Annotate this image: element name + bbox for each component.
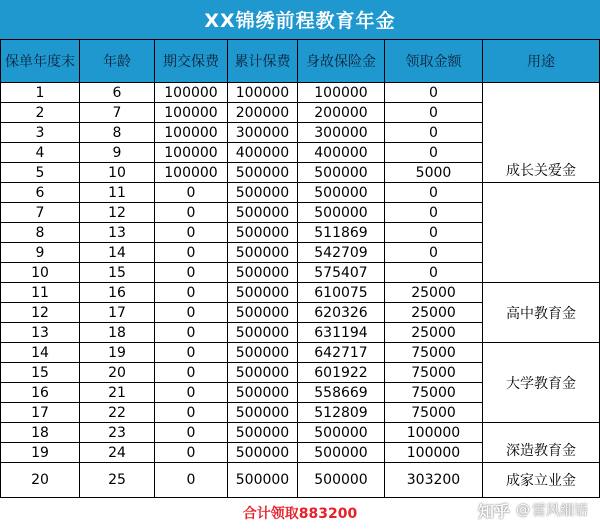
cell-death-benefit: 300000 — [298, 123, 385, 143]
cell-payout-amount: 0 — [385, 243, 483, 263]
cell-cumulative-premium: 500000 — [228, 443, 298, 463]
cell-policy-year: 7 — [1, 203, 80, 223]
col-header-cumulative-premium: 累计保费 — [228, 40, 298, 83]
cell-death-benefit: 558669 — [298, 383, 385, 403]
table-row — [1, 283, 600, 303]
cell-age: 18 — [80, 323, 155, 343]
cell-policy-year: 12 — [1, 303, 80, 323]
cell-death-benefit: 400000 — [298, 143, 385, 163]
cell-payout-amount: 75000 — [385, 343, 483, 363]
cell-age: 10 — [80, 163, 155, 183]
cell-death-benefit: 500000 — [298, 423, 385, 443]
cell-cumulative-premium: 500000 — [228, 403, 298, 423]
col-header-annual-premium: 期交保费 — [155, 40, 228, 83]
cell-policy-year: 19 — [1, 443, 80, 463]
cell-age: 23 — [80, 423, 155, 443]
cell-policy-year: 13 — [1, 323, 80, 343]
cell-payout-amount: 25000 — [385, 323, 483, 343]
cell-policy-year: 15 — [1, 363, 80, 383]
cell-payout-amount: 0 — [385, 203, 483, 223]
cell-annual-premium: 0 — [155, 463, 228, 498]
cell-annual-premium: 0 — [155, 283, 228, 303]
col-header-death-benefit: 身故保险金 — [298, 40, 385, 83]
table-row — [1, 423, 600, 443]
col-header-payout-amount: 领取金额 — [385, 40, 483, 83]
zhihu-logo: 知乎 — [477, 501, 510, 521]
watermark-author: 雷风细语 — [532, 503, 588, 519]
cell-death-benefit: 500000 — [298, 443, 385, 463]
cell-payout-amount: 0 — [385, 143, 483, 163]
cell-cumulative-premium: 500000 — [228, 363, 298, 383]
cell-annual-premium: 0 — [155, 343, 228, 363]
cell-age: 8 — [80, 123, 155, 143]
cell-payout-amount: 5000 — [385, 163, 483, 183]
table-row — [1, 83, 600, 103]
cell-payout-amount: 0 — [385, 123, 483, 143]
cell-policy-year: 1 — [1, 83, 80, 103]
cell-death-benefit: 500000 — [298, 463, 385, 498]
cell-age: 22 — [80, 403, 155, 423]
cell-cumulative-premium: 500000 — [228, 163, 298, 183]
cell-age: 19 — [80, 343, 155, 363]
cell-policy-year: 3 — [1, 123, 80, 143]
purpose-further-study — [483, 423, 600, 463]
cell-annual-premium: 0 — [155, 303, 228, 323]
cell-cumulative-premium: 500000 — [228, 323, 298, 343]
cell-payout-amount: 0 — [385, 103, 483, 123]
col-header-age: 年龄 — [80, 40, 155, 83]
table-header-row — [1, 40, 600, 83]
cell-annual-premium: 0 — [155, 443, 228, 463]
cell-payout-amount: 100000 — [385, 423, 483, 443]
cell-annual-premium: 0 — [155, 243, 228, 263]
cell-annual-premium: 0 — [155, 203, 228, 223]
cell-cumulative-premium: 500000 — [228, 463, 298, 498]
cell-annual-premium: 100000 — [155, 163, 228, 183]
cell-payout-amount: 303200 — [385, 463, 483, 498]
cell-cumulative-premium: 500000 — [228, 243, 298, 263]
col-header-purpose: 用途 — [483, 40, 600, 83]
cell-cumulative-premium: 500000 — [228, 223, 298, 243]
cell-death-benefit: 575407 — [298, 263, 385, 283]
cell-annual-premium: 0 — [155, 263, 228, 283]
cell-age: 20 — [80, 363, 155, 383]
cell-cumulative-premium: 500000 — [228, 283, 298, 303]
cell-annual-premium: 100000 — [155, 103, 228, 123]
cell-age: 25 — [80, 463, 155, 498]
cell-payout-amount: 0 — [385, 183, 483, 203]
cell-age: 11 — [80, 183, 155, 203]
purpose-growth-care — [483, 83, 600, 183]
cell-annual-premium: 0 — [155, 323, 228, 343]
purpose-label: 成家立业金 — [506, 473, 576, 489]
cell-policy-year: 5 — [1, 163, 80, 183]
purpose-label: 深造教育金 — [506, 443, 576, 459]
cell-cumulative-premium: 500000 — [228, 263, 298, 283]
cell-age: 21 — [80, 383, 155, 403]
purpose-label: 成长关爱金 — [506, 163, 576, 179]
cell-policy-year: 11 — [1, 283, 80, 303]
cell-death-benefit: 620326 — [298, 303, 385, 323]
cell-annual-premium: 100000 — [155, 123, 228, 143]
table-row — [1, 183, 600, 203]
cell-death-benefit: 601922 — [298, 363, 385, 383]
cell-annual-premium: 0 — [155, 403, 228, 423]
cell-age: 24 — [80, 443, 155, 463]
cell-policy-year: 4 — [1, 143, 80, 163]
cell-policy-year: 16 — [1, 383, 80, 403]
cell-age: 17 — [80, 303, 155, 323]
cell-age: 6 — [80, 83, 155, 103]
total-payout-text: 合计领取883200 — [242, 505, 358, 522]
purpose-label: 高中教育金 — [506, 305, 576, 322]
cell-death-benefit: 200000 — [298, 103, 385, 123]
cell-cumulative-premium: 400000 — [228, 143, 298, 163]
cell-payout-amount: 0 — [385, 83, 483, 103]
purpose-university — [483, 343, 600, 423]
cell-payout-amount: 75000 — [385, 403, 483, 423]
cell-age: 9 — [80, 143, 155, 163]
cell-policy-year: 14 — [1, 343, 80, 363]
cell-cumulative-premium: 500000 — [228, 303, 298, 323]
cell-cumulative-premium: 100000 — [228, 83, 298, 103]
cell-death-benefit: 512809 — [298, 403, 385, 423]
cell-age: 13 — [80, 223, 155, 243]
cell-annual-premium: 0 — [155, 223, 228, 243]
cell-death-benefit: 642717 — [298, 343, 385, 363]
purpose-label: 大学教育金 — [506, 375, 576, 392]
cell-policy-year: 18 — [1, 423, 80, 443]
cell-death-benefit: 542709 — [298, 243, 385, 263]
annuity-table — [0, 39, 600, 498]
cell-policy-year: 2 — [1, 103, 80, 123]
cell-policy-year: 8 — [1, 223, 80, 243]
col-header-policy-year: 保单年度末 — [1, 40, 80, 83]
cell-payout-amount: 0 — [385, 263, 483, 283]
cell-cumulative-premium: 500000 — [228, 383, 298, 403]
cell-payout-amount: 25000 — [385, 283, 483, 303]
table-row — [1, 343, 600, 363]
cell-policy-year: 9 — [1, 243, 80, 263]
purpose-empty — [483, 183, 600, 283]
cell-annual-premium: 100000 — [155, 83, 228, 103]
cell-cumulative-premium: 200000 — [228, 103, 298, 123]
cell-annual-premium: 0 — [155, 363, 228, 383]
cell-cumulative-premium: 500000 — [228, 423, 298, 443]
cell-policy-year: 17 — [1, 403, 80, 423]
cell-cumulative-premium: 500000 — [228, 343, 298, 363]
zhihu-watermark — [478, 496, 588, 524]
cell-death-benefit: 500000 — [298, 203, 385, 223]
cell-age: 16 — [80, 283, 155, 303]
cell-age: 7 — [80, 103, 155, 123]
cell-annual-premium: 0 — [155, 423, 228, 443]
cell-cumulative-premium: 500000 — [228, 183, 298, 203]
cell-death-benefit: 610075 — [298, 283, 385, 303]
cell-policy-year: 20 — [1, 463, 80, 498]
cell-death-benefit: 500000 — [298, 183, 385, 203]
cell-payout-amount: 0 — [385, 223, 483, 243]
cell-age: 14 — [80, 243, 155, 263]
cell-death-benefit: 631194 — [298, 323, 385, 343]
cell-death-benefit: 511869 — [298, 223, 385, 243]
cell-annual-premium: 0 — [155, 183, 228, 203]
cell-death-benefit: 100000 — [298, 83, 385, 103]
cell-policy-year: 6 — [1, 183, 80, 203]
cell-age: 15 — [80, 263, 155, 283]
cell-policy-year: 10 — [1, 263, 80, 283]
cell-cumulative-premium: 500000 — [228, 203, 298, 223]
table-title: XX锦绣前程教育年金 — [0, 0, 600, 39]
purpose-high-school — [483, 283, 600, 343]
cell-death-benefit: 500000 — [298, 163, 385, 183]
cell-annual-premium: 0 — [155, 383, 228, 403]
cell-annual-premium: 100000 — [155, 143, 228, 163]
at-symbol: @ — [516, 502, 530, 518]
cell-payout-amount: 25000 — [385, 303, 483, 323]
cell-payout-amount: 75000 — [385, 383, 483, 403]
cell-payout-amount: 100000 — [385, 443, 483, 463]
cell-cumulative-premium: 300000 — [228, 123, 298, 143]
cell-payout-amount: 75000 — [385, 363, 483, 383]
cell-age: 12 — [80, 203, 155, 223]
